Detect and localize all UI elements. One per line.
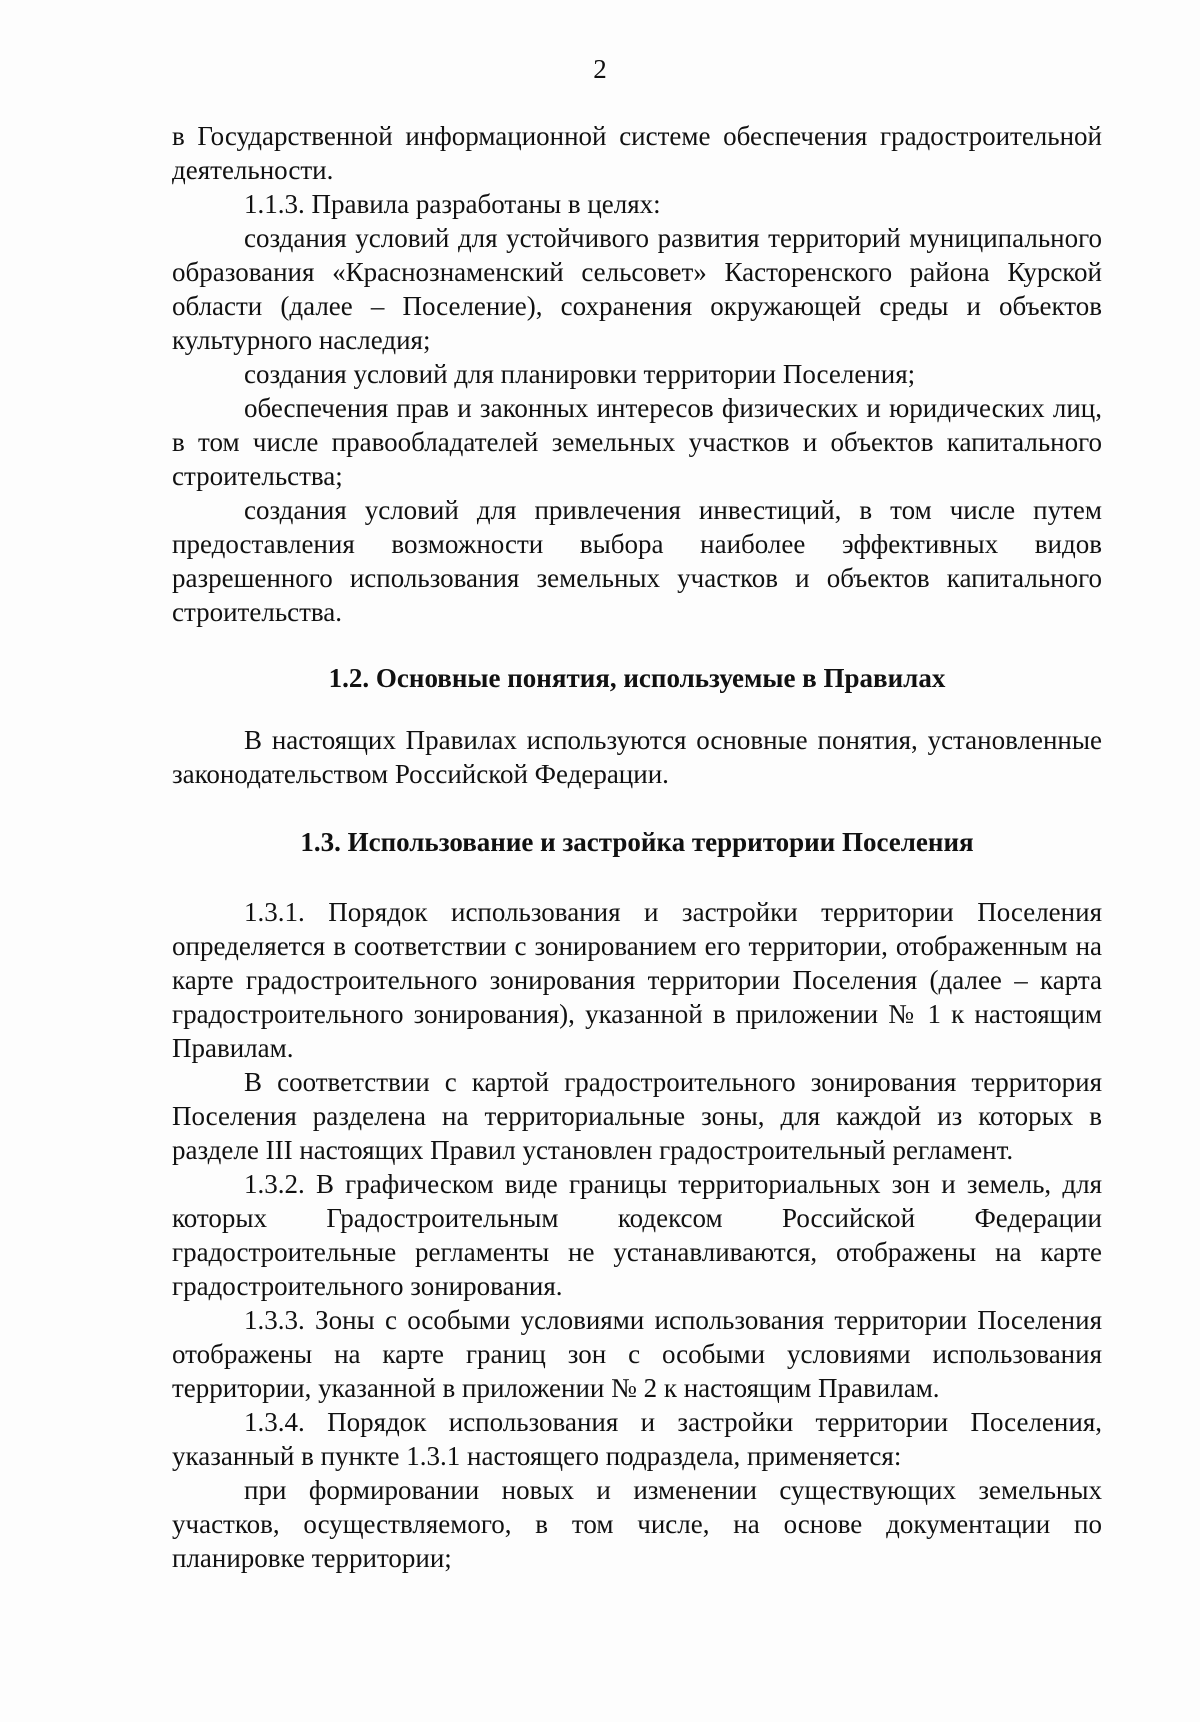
paragraph-1-3-4: 1.3.4. Порядок использования и застройки территории Поселения, указанный в пункте 1.3.1 настоящего подраздела, применяется: xyxy=(172,1407,1102,1471)
paragraph-zones-division: В соответствии с картой градостроительного зонирования территория Поселения разделена на территориальные зоны, для каждой из которых в разделе III настоящих Правил установлен градостроительный регламент. xyxy=(172,1067,1102,1165)
paragraph-land-plots: при формировании новых и изменении существующих земельных участков, осуществляемого, в том числе, на основе документации по планировке территории; xyxy=(172,1475,1102,1573)
document-body xyxy=(172,119,1102,1575)
paragraph-goal-development: создания условий для устойчивого развития территорий муниципального образования «Краснознаменский сельсовет» Касторенского района Курской области (далее – Поселение), сохранения окружающей среды и объектов культурного наследия; xyxy=(172,223,1102,355)
paragraph-goal-investments: создания условий для привлечения инвестиций, в том числе путем предоставления возможности выбора наиболее эффективных видов разрешенного использования земельных участков и объектов капитального строительства. xyxy=(172,495,1102,627)
section-heading-1-2: 1.2. Основные понятия, используемые в Правилах xyxy=(328,663,946,693)
paragraph-1-3-2: 1.3.2. В графическом виде границы территориальных зон и земель, для которых Градостроительным кодексом Российской Федерации градостроительные регламенты не устанавливаются, отображены на карте градостроительного зонирования. xyxy=(172,1169,1102,1301)
section-heading-1-3: 1.3. Использование и застройка территории Поселения xyxy=(300,827,974,857)
paragraph-1-3-1: 1.3.1. Порядок использования и застройки территории Поселения определяется в соответствии с зонированием его территории, отображенным на карте градостроительного зонирования территории Поселения (далее – карта градостроительного зонирования), указанной в приложении № 1 к настоящим Правилам. xyxy=(172,897,1102,1063)
paragraph-goal-planning: создания условий для планировки территории Поселения; xyxy=(244,359,916,389)
page-number: 2 xyxy=(593,54,607,84)
paragraph-1-1-3: 1.1.3. Правила разработаны в целях: xyxy=(244,189,661,219)
paragraph-goal-rights: обеспечения прав и законных интересов физических и юридических лиц, в том числе правообладателей земельных участков и объектов капитального строительства; xyxy=(172,393,1102,491)
paragraph-1-3-3: 1.3.3. Зоны с особыми условиями использования территории Поселения отображены на карте границ зон с особыми условиями использования территории, указанной в приложении № 2 к настоящим Правилам. xyxy=(172,1305,1102,1403)
paragraph-section-1-2: В настоящих Правилах используются основные понятия, установленные законодательством Российской Федерации. xyxy=(172,725,1102,789)
paragraph-continuation: в Государственной информационной системе обеспечения градостроительной деятельности. xyxy=(172,121,1102,185)
